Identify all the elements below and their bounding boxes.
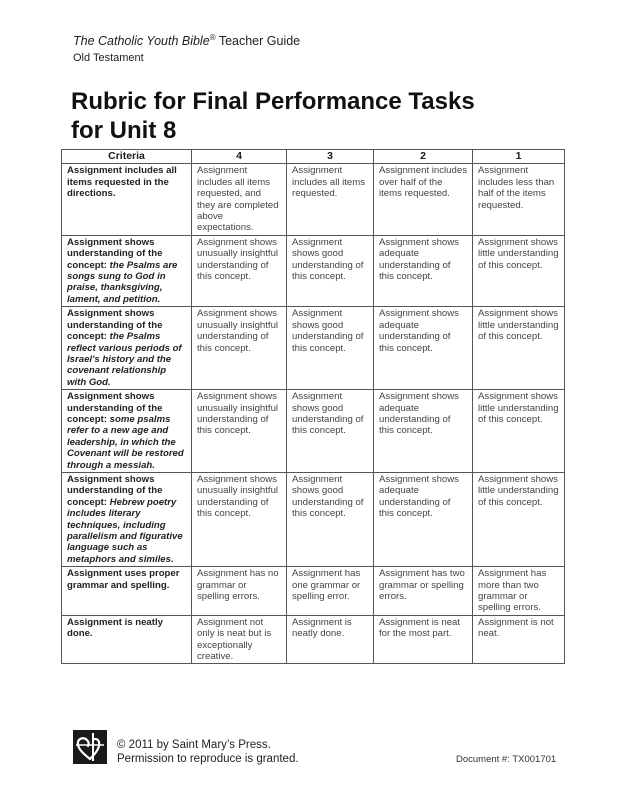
score-4-cell: Assignment includes all items requested, and they are completed above expectations. <box>192 164 287 235</box>
criteria-text: Assignment shows understanding of the concept: <box>67 473 163 508</box>
criteria-concept: Hebrew poetry includes literary techniques, including parallelism and figurative language such as metaphors and similes. <box>67 496 183 565</box>
score-3-cell: Assignment shows good understanding of this concept. <box>287 472 374 566</box>
score-1-cell: Assignment includes less than half of the items requested. <box>473 164 565 235</box>
permission-line: Permission to reproduce is granted. <box>117 752 299 765</box>
score-2-cell: Assignment includes over half of the items requested. <box>374 164 473 235</box>
score-2-cell: Assignment shows adequate understanding of this concept. <box>374 235 473 306</box>
score-3-cell: Assignment is neatly done. <box>287 615 374 664</box>
table-row <box>62 567 565 616</box>
column-header-1: 1 <box>473 150 565 164</box>
criteria-text: Assignment is neatly done. <box>67 616 163 640</box>
page-title-line2: for Unit 8 <box>71 117 177 144</box>
score-4-cell: Assignment not only is neat but is exceptionally creative. <box>192 615 287 664</box>
rubric-table <box>61 149 565 664</box>
copyright-notice <box>117 739 299 766</box>
saint-marys-press-logo-icon <box>73 730 107 764</box>
score-4-cell: Assignment shows unusually insightful understanding of this concept. <box>192 390 287 473</box>
score-4-cell: Assignment shows unusually insightful understanding of this concept. <box>192 235 287 306</box>
criteria-text: Assignment shows understanding of the concept: <box>67 236 163 271</box>
column-header-4: 4 <box>192 150 287 164</box>
score-2-cell: Assignment shows adequate understanding of this concept. <box>374 390 473 473</box>
score-3-cell: Assignment shows good understanding of this concept. <box>287 235 374 306</box>
score-2-cell: Assignment is neat for the most part. <box>374 615 473 664</box>
score-1-cell: Assignment shows little understanding of this concept. <box>473 235 565 306</box>
score-2-cell: Assignment has two grammar or spelling errors. <box>374 567 473 616</box>
table-row <box>62 164 565 235</box>
score-1-cell: Assignment shows little understanding of this concept. <box>473 390 565 473</box>
score-2-cell: Assignment shows adequate understanding of this concept. <box>374 307 473 390</box>
criteria-text: Assignment includes all items requested in the directions. <box>67 165 177 200</box>
criteria-concept: the Psalms are songs sung to God in praise, thanksgiving, lament, and petition. <box>67 259 178 305</box>
score-4-cell: Assignment shows unusually insightful understanding of this concept. <box>192 472 287 566</box>
document-number: Document #: TX001701 <box>456 754 557 765</box>
score-2-cell: Assignment shows adequate understanding of this concept. <box>374 472 473 566</box>
column-header-3: 3 <box>287 150 374 164</box>
score-3-cell: Assignment shows good understanding of this concept. <box>287 307 374 390</box>
table-row <box>62 390 565 473</box>
score-4-cell: Assignment shows unusually insightful understanding of this concept. <box>192 307 287 390</box>
score-3-cell: Assignment shows good understanding of this concept. <box>287 390 374 473</box>
criteria-text: Assignment shows understanding of the concept: <box>67 308 163 343</box>
table-row <box>62 235 565 306</box>
criteria-text: Assignment uses proper grammar and spelling. <box>67 568 180 591</box>
score-1-cell: Assignment shows little understanding of this concept. <box>473 472 565 566</box>
copyright-line: © 2011 by Saint Mary’s Press. <box>117 739 271 751</box>
table-header-row <box>62 150 565 164</box>
column-header-2: 2 <box>374 150 473 164</box>
criteria-concept: some psalms refer to a new age and leadership, in which the Covenant will be restored through a messiah. <box>67 413 184 471</box>
book-title: The Catholic Youth Bible <box>73 34 210 48</box>
score-4-cell: Assignment has no grammar or spelling errors. <box>192 567 287 616</box>
score-3-cell: Assignment has one grammar or spelling error. <box>287 567 374 616</box>
table-row <box>62 307 565 390</box>
page-title <box>71 87 475 145</box>
score-1-cell: Assignment shows little understanding of this concept. <box>473 307 565 390</box>
heart-cross-icon <box>73 730 107 764</box>
criteria-cell <box>62 567 192 616</box>
criteria-cell <box>62 472 192 566</box>
book-title-suffix: Teacher Guide <box>215 34 301 48</box>
criteria-cell <box>62 164 192 235</box>
column-header-criteria: Criteria <box>62 150 192 164</box>
criteria-cell <box>62 390 192 473</box>
score-3-cell: Assignment includes all items requested. <box>287 164 374 235</box>
score-1-cell: Assignment is not neat. <box>473 615 565 664</box>
criteria-cell <box>62 307 192 390</box>
registered-mark: ® <box>209 33 216 42</box>
criteria-text: Assignment shows understanding of the concept: <box>67 391 163 425</box>
criteria-cell <box>62 235 192 306</box>
table-row <box>62 615 565 664</box>
page-title-line1: Rubric for Final Performance Tasks <box>71 88 475 115</box>
criteria-cell <box>62 615 192 664</box>
criteria-concept: the Psalms reflect various periods of Israel's history and the covenant relationship with God. <box>67 331 182 388</box>
table-row <box>62 472 565 566</box>
score-1-cell: Assignment has more than two grammar or spelling errors. <box>473 567 565 616</box>
book-subtitle: Old Testament <box>73 52 144 64</box>
book-title-header <box>73 33 300 48</box>
